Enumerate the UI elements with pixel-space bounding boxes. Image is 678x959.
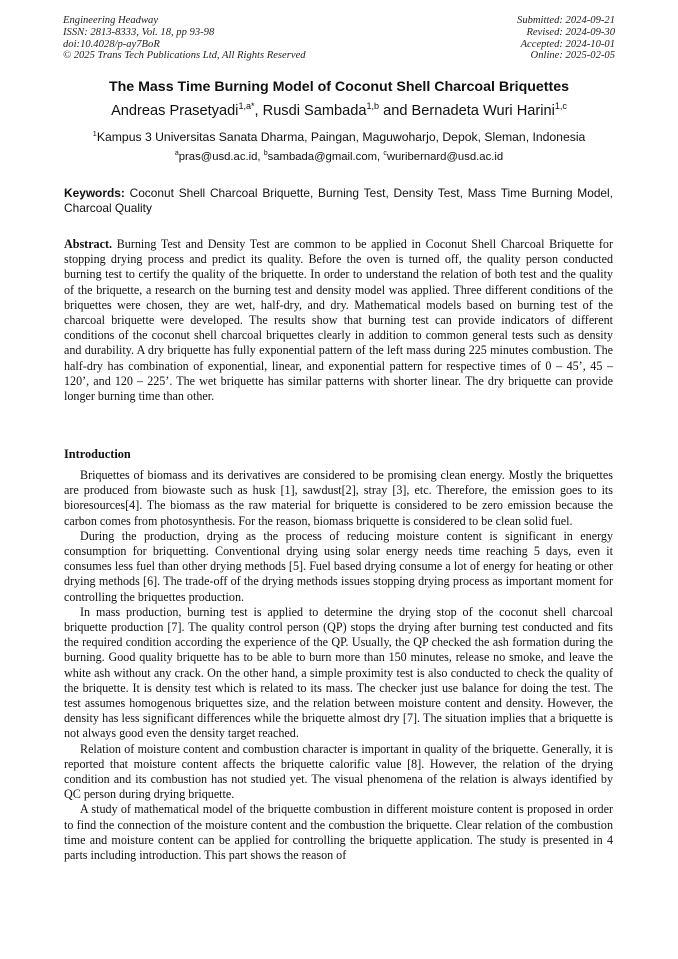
introduction-body (64, 468, 613, 863)
abstract-block (64, 237, 613, 404)
paragraph: In mass production, burning test is applied to determine the drying stop of the coconut shell charcoal briquette production [7]. The quality control person (QP) stops the drying after burning test conducted and fits the required condition according the experience of the QP. Usually, the QP checked the ash formation during the burning. Good quality briquette has to be able to burn more than 150 minutes, release no smoke, and leave the white ash without any crack. On the other hand, a simple proximity test is also conducted to check the quality of the briquette. It is density test which is related to its mass. The checker just use balance for doing the test. The test assumes homogenous briquettes size, and the relation between moisture content and density. However, the density has less significant differences while the briquette almost dry [7]. The situation implies that a briquette is not always good even the density target reached. (64, 604, 613, 741)
email-separator: , (257, 151, 264, 163)
paragraph: Relation of moisture content and combustion character is important in quality of the briquette. Generally, it is reported that moisture content affects the briquette calorific value [8]. However, the relation of the drying condition and its combustion has not studied yet. The visual phenomena of the relation is always identified by QC person during drying briquette. (64, 741, 613, 802)
email-list (0, 151, 678, 163)
email-marker: b (263, 150, 268, 158)
paragraph: Briquettes of biomass and its derivatives are considered to be promising clean energy. Mostly the briquettes are produced from biowaste such as husk [1], sawdust[2], stray [3], etc. Therefore, the emission goes to its bioresources[4]. The biomass as the raw material for briquette is considered to be zero emission because the carbon comes from photosynthesis. For the reason, biomass briquette is considered to be clean solid fuel. (64, 468, 613, 528)
journal-info (63, 15, 306, 62)
author-affil-marker: 1,a* (238, 101, 255, 112)
publication-dates (517, 15, 615, 62)
keywords-block (64, 186, 613, 216)
abstract-label: Abstract. (64, 237, 113, 251)
abstract-text: Burning Test and Density Test are common to be applied in Coconut Shell Charcoal Briquette for stopping drying process and predict its quality. Before the oven is turned off, the quality person conducted burning test to certify the quality of the briquette. In order to understand the relation of both test and the quality of the briquette, a research on the burning test and density model was applied. Three different conditions of the briquettes were chosen, they are wet, half-dry, and dry. Mathematical models based on burning test of the charcoal briquette were developed. The results show that burning test can provide indicators of different conditions of the coconut shell charcoal briquettes clearly in addition to common general tests such as density and durability. A dry briquette has fully exponential pattern of the left mass during 225 minutes combustion. The half-dry has combination of exponential, linear, and exponential pattern for respective times of 0 – 45’, 45 – 120’, and 120 – 225’. The wet briquette has similar patterns with shorter linear. The dry briquette can provide longer burning time than other. (64, 237, 613, 404)
email-marker: a (174, 150, 179, 158)
author-list (0, 103, 678, 119)
author-name: Bernadeta Wuri Harini (411, 103, 555, 119)
email-link[interactable]: sambada@gmail.com (267, 151, 378, 163)
keywords-label: Keywords: (64, 186, 125, 200)
affiliation-text: Kampus 3 Universitas Sanata Dharma, Paingan, Maguwoharjo, Depok, Sleman, Indonesia (96, 130, 586, 144)
copyright: © 2025 Trans Tech Publications Ltd, All Rights Reserved (63, 50, 306, 62)
email-marker: c (383, 150, 387, 158)
journal-name: Engineering Headway (63, 15, 159, 26)
issn: ISSN: 2813-8333, Vol. 18, pp 93-98 (63, 26, 215, 38)
keywords-text: Coconut Shell Charcoal Briquette, Burning Test, Density Test, Mass Time Burning Model, Charcoal Quality (64, 186, 613, 216)
author-and: and (379, 103, 412, 119)
email-separator: , (377, 151, 384, 163)
introduction-heading: Introduction (64, 447, 131, 461)
author-affil-marker: 1,c (554, 101, 567, 112)
email-link[interactable]: pras@usd.ac.id (178, 151, 258, 163)
affiliation (0, 130, 678, 144)
online-date: Online: 2025-02-05 (530, 50, 615, 62)
submitted-date: Submitted: 2024-09-21 (517, 15, 615, 26)
author-affil-marker: 1,b (366, 101, 380, 112)
paragraph: During the production, drying as the process of reducing moisture content is significant in energy consumption for briquetting. Conventional drying using solar energy needs time reaching 5 days, even it consumes less fuel than other drying methods [5]. Fuel based drying consume a lot of energy for heating or other drying methods [6]. The trade-off of the drying methods issues stopping drying process as important moment for controlling the briquettes production. (64, 528, 613, 604)
author-name: Rusdi Sambada (262, 103, 367, 119)
author-name: Andreas Prasetyadi (111, 103, 239, 119)
paper-title: The Mass Time Burning Model of Coconut Shell Charcoal Briquettes (108, 79, 570, 95)
affiliation-marker: 1 (92, 128, 97, 138)
email-link[interactable]: wuribernard@usd.ac.id (386, 151, 504, 163)
author-separator: , (254, 103, 263, 119)
revised-date: Revised: 2024-09-30 (526, 26, 615, 38)
doi: doi:10.4028/p-ay7BoR (63, 38, 160, 50)
paragraph: A study of mathematical model of the briquette combustion in different moisture content is proposed in order to find the connection of the moisture content and the combustion the briquette. Clear relation of the combustion time and moisture content can be applied for controlling the briquette application. The study is presented in 4 parts including introduction. This part shows the reason of (64, 802, 613, 863)
accepted-date: Accepted: 2024-10-01 (520, 38, 615, 50)
